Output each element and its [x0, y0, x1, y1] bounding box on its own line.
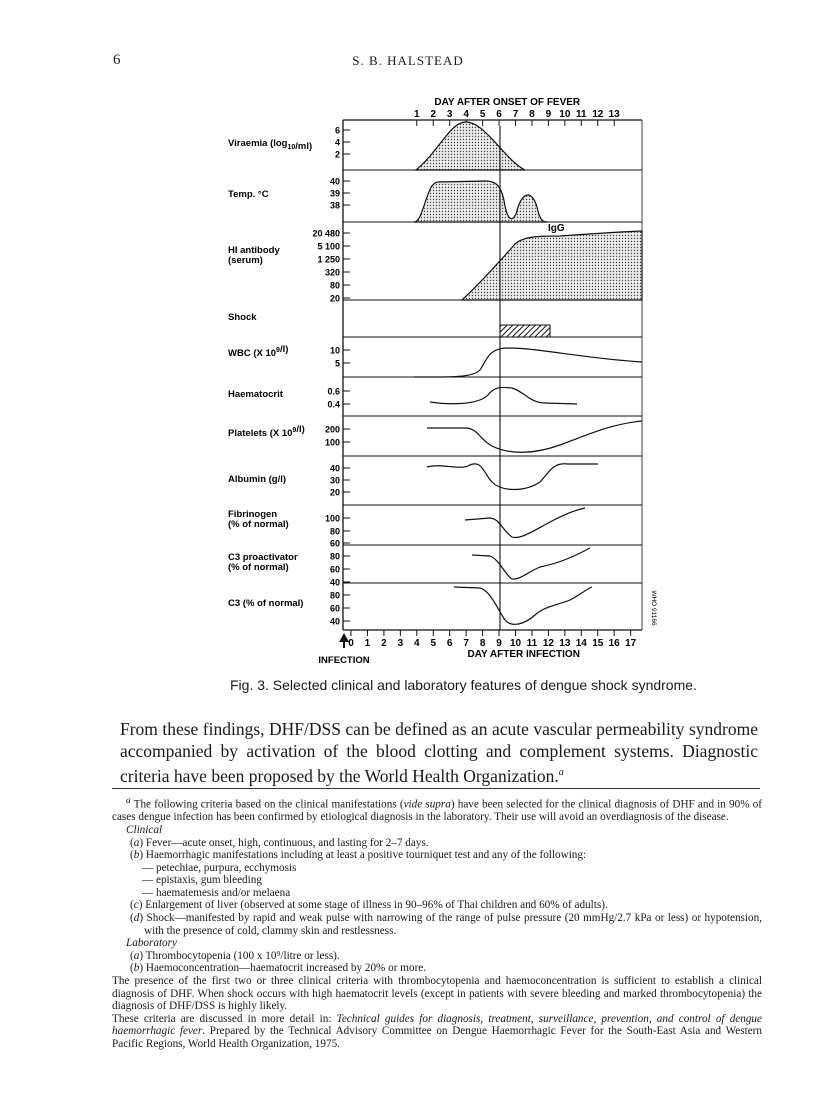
panel-label: Temp. °C [228, 189, 269, 200]
panel-label: (% of normal) [228, 519, 289, 530]
panel-label: Haematocrit [228, 389, 283, 400]
laboratory-criterion-letter: b [133, 962, 140, 975]
platelets-curve [427, 421, 642, 452]
panel-label: Shock [228, 312, 257, 323]
panel-tick-label: 40 [329, 577, 340, 588]
panel-tick-label: 20 [329, 293, 340, 304]
presence-paragraph: The presence of the first two or three clinical criteria with thrombocytopenia and haemoconcentration is sufficient to establish a clinical diagnosis of DHF. When shock occurs with high haematocrit levels (except in patients with severe bleeding and marked thrombocytopenia) the diagnosis of DHF/DSS is highly likely. [112, 975, 762, 1013]
bottom-tick-label: 8 [479, 638, 486, 649]
panel-tick-label: 40 [329, 616, 340, 627]
bottom-tick-label: 11 [526, 638, 538, 649]
fibrinogen-curve [465, 508, 585, 538]
top-tick-label: 13 [608, 109, 620, 120]
panel-tick-label: 20 [329, 487, 340, 498]
clinical-criterion-item: (c) Enlargement of liver (observed at some stage of illness in 90–96% of Thai children and 60% of adults). [130, 899, 608, 912]
running-head: S. B. HALSTEAD [352, 53, 464, 68]
bottom-tick-label: 10 [509, 638, 522, 649]
panel-label: (% of normal) [228, 562, 289, 573]
laboratory-criterion-text: Haemoconcentration—haematocrit increased by 20% or more. [145, 962, 427, 975]
clinical-heading: Clinical [126, 823, 163, 836]
panel-tick-label: 80 [329, 526, 340, 537]
panel-tick-label: 39 [329, 188, 340, 199]
clinical-criterion-text: Haemorrhagic manifestations including at least a positive tourniquet test and any of the following: [145, 849, 587, 862]
panel-tick-label: 80 [329, 280, 340, 291]
top-tick-label: 5 [479, 109, 486, 120]
bottom-tick-label: 0 [348, 638, 354, 649]
panel-label: Viraemia $(\log_{10}/ml)$ [228, 138, 313, 152]
top-tick-label: 11 [576, 109, 587, 120]
panel-label: C3 (% of normal) [228, 598, 304, 609]
laboratory-criterion-item: (a) Thrombocytopenia (100 x 10⁹/litre or less). [130, 949, 340, 962]
top-tick-label: 6 [496, 109, 502, 120]
top-axis-title: DAY AFTER ONSET OF FEVER [434, 97, 581, 108]
panel-tick-label: 1 250 [317, 254, 340, 265]
clinical-criterion-text: Enlargement of liver (observed at some stage of illness in 90–96% of Thai children and 60% of adults). [145, 899, 608, 912]
bottom-tick-label: 16 [608, 638, 620, 649]
body-paragraph [120, 718, 758, 787]
panel-label: (serum) [228, 255, 263, 266]
panel-tick-label: 40 [329, 463, 340, 474]
clinical-criterion-letter: c [133, 899, 139, 912]
panel-tick-label: 60 [329, 538, 340, 549]
panel-label: Albumin (g/l) [228, 474, 287, 485]
panel-tick-label: 80 [329, 590, 340, 601]
bottom-tick-label: 12 [542, 638, 554, 649]
top-tick-label: 3 [446, 109, 453, 120]
shock-period-bar [500, 325, 550, 337]
temperature-curve [414, 181, 548, 222]
bottom-tick-label: 14 [575, 638, 587, 649]
panel-tick-label: 38 [329, 200, 340, 211]
bottom-tick-label: 9 [496, 638, 502, 649]
panel-tick-label: 100 [324, 437, 340, 448]
bottom-tick-label: 6 [446, 638, 453, 649]
bottom-axis-title: DAY AFTER INFECTION [467, 649, 580, 660]
bottom-tick-label: 3 [397, 638, 404, 649]
clinical-criterion-item: (d) Shock—manifested by rapid and weak pulse with narrowing of the range of pulse pressure (20 mmHg/2.7 kPa or less) or hypotension, with the presence of cold, clammy skin and restlessness. [130, 912, 762, 937]
clinical-criterion-text: Shock—manifested by rapid and weak pulse with narrowing of the range of pulse pressure (20 mmHg/2.7 kPa or less) or hypotension, with the presence of cold, clammy skin and restlessness. [144, 912, 762, 937]
igg-label: IgG [548, 223, 565, 234]
clinical-criterion-letter: b [133, 849, 140, 862]
clinical-criterion-text: — petechiae, purpura, ecchymosis [142, 861, 297, 874]
laboratory-criterion-text: Thrombocytopenia (100 x 10⁹/litre or less). [145, 949, 340, 962]
c3-curve [454, 587, 592, 624]
panel-label: Fibrinogen [228, 509, 278, 520]
panel-tick-label: 0.4 [327, 399, 340, 410]
figure-caption: Fig. 3. Selected clinical and laboratory features of dengue shock syndrome. [230, 677, 697, 693]
top-tick-label: 7 [512, 109, 519, 120]
bottom-tick-label: 2 [381, 638, 387, 649]
footnote [112, 795, 762, 1051]
footnote-mark: a [126, 796, 131, 806]
panel-label: Platelets (X $10^9/l$) [228, 424, 305, 439]
footnote-marker: a [558, 767, 564, 778]
panel-tick-label: 5 [334, 358, 340, 369]
laboratory-criterion-letter: a [133, 949, 140, 962]
footnote-intro: $^a$ The following criteria based on the clinical manifestations (vide supra) have been selected for the clinical diagnosis of DHF and in 90% of cases dengue infection has been confirmed by etiological diagnosis in the laboratory. Their use will avoid an overdiagnosis of the disease. [112, 796, 763, 824]
clinical-criterion-item [112, 874, 762, 887]
panel-tick-label: 4 [334, 137, 340, 148]
body-text: From these findings, DHF/DSS can be defined as an acute vascular permeability syndrome accompanied by activation of the blood clotting and complement systems. Diagnostic criteria have been proposed by the World Health Organization. [120, 719, 758, 786]
side-code: WHO 91166 [650, 590, 657, 626]
panel-label: WBC (X $10^9/l$) [228, 344, 289, 359]
clinical-criterion-item [112, 887, 762, 900]
laboratory-criteria-list [112, 950, 762, 975]
panel-tick-label: 6 [334, 125, 340, 136]
clinical-criterion-letter: a [133, 836, 140, 849]
page-number: 6 [113, 52, 121, 68]
footnote-rule [112, 788, 760, 789]
panel-tick-label: 60 [329, 564, 340, 575]
bottom-tick-label: 1 [364, 638, 371, 649]
infection-label: INFECTION [318, 655, 370, 666]
panel-tick-label: 100 [324, 513, 340, 524]
panel-label: C3 proactivator [228, 552, 298, 563]
clinical-criterion-item: (a) Fever—acute onset, high, continuous, and lasting for 2–7 days. [130, 836, 429, 849]
viraemia-curve [416, 122, 525, 170]
top-tick-label: 8 [529, 109, 535, 120]
panel-tick-label: 80 [329, 551, 340, 562]
clinical-criterion-letter: d [133, 912, 140, 925]
c3-proactivator-curve [472, 548, 590, 579]
panel-tick-label: 2 [334, 149, 340, 160]
clinical-criterion-text: — epistaxis, gum bleeding [142, 874, 262, 887]
bottom-tick-label: 4 [414, 638, 420, 649]
clinical-criterion-item [112, 862, 762, 875]
top-tick-label: 10 [559, 109, 571, 120]
top-tick-label: 2 [430, 109, 437, 120]
panel-tick-label: 200 [324, 424, 340, 435]
bottom-tick-label: 5 [430, 638, 437, 649]
panel-label: HI antibody [228, 245, 280, 256]
laboratory-criterion-item: (b) Haemoconcentration—haematocrit increased by 20% or more. [130, 962, 427, 975]
panel-tick-label: 0.6 [327, 386, 340, 397]
laboratory-heading: Laboratory [126, 937, 177, 950]
clinical-criterion-item: (b) Haemorrhagic manifestations including at least a positive tourniquet test and any of the following: [130, 849, 587, 862]
albumin-curve [427, 464, 598, 490]
panel-tick-label: 5 100 [317, 241, 340, 252]
hi-antibody-curve [462, 231, 642, 300]
bottom-tick-label: 13 [559, 638, 571, 649]
clinical-criteria-list [112, 837, 762, 938]
panel-tick-label: 10 [329, 345, 340, 356]
bottom-tick-label: 15 [592, 638, 604, 649]
more-detail-paragraph: These criteria are discussed in more detail in: Technical guides for diagnosis, treatment, surveillance, prevention, and control of dengue haemorrhagic fever. Prepared by the Technical Advisory Committee on Dengue Haemorrhagic Fever for the South-East Asia and Western Pacific Regions, World Health Organization, 1975. [112, 1012, 762, 1051]
panel-tick-label: 20 480 [312, 228, 340, 239]
wbc-curve [414, 348, 642, 377]
top-tick-label: 1 [414, 109, 420, 120]
top-tick-label: 9 [545, 109, 552, 120]
bottom-tick-label: 7 [463, 638, 469, 649]
clinical-criterion-text: Fever—acute onset, high, continuous, and lasting for 2–7 days. [145, 836, 429, 849]
panel-tick-label: 30 [329, 475, 340, 486]
panel-tick-label: 40 [329, 176, 340, 187]
top-tick-label: 12 [592, 109, 604, 120]
panel-tick-label: 320 [324, 267, 340, 278]
haematocrit-curve [430, 387, 577, 404]
top-tick-label: 4 [463, 109, 469, 120]
clinical-criterion-text: — haematemesis and/or melaena [142, 886, 291, 899]
panel-tick-label: 60 [329, 603, 340, 614]
bottom-tick-label: 17 [625, 638, 637, 649]
